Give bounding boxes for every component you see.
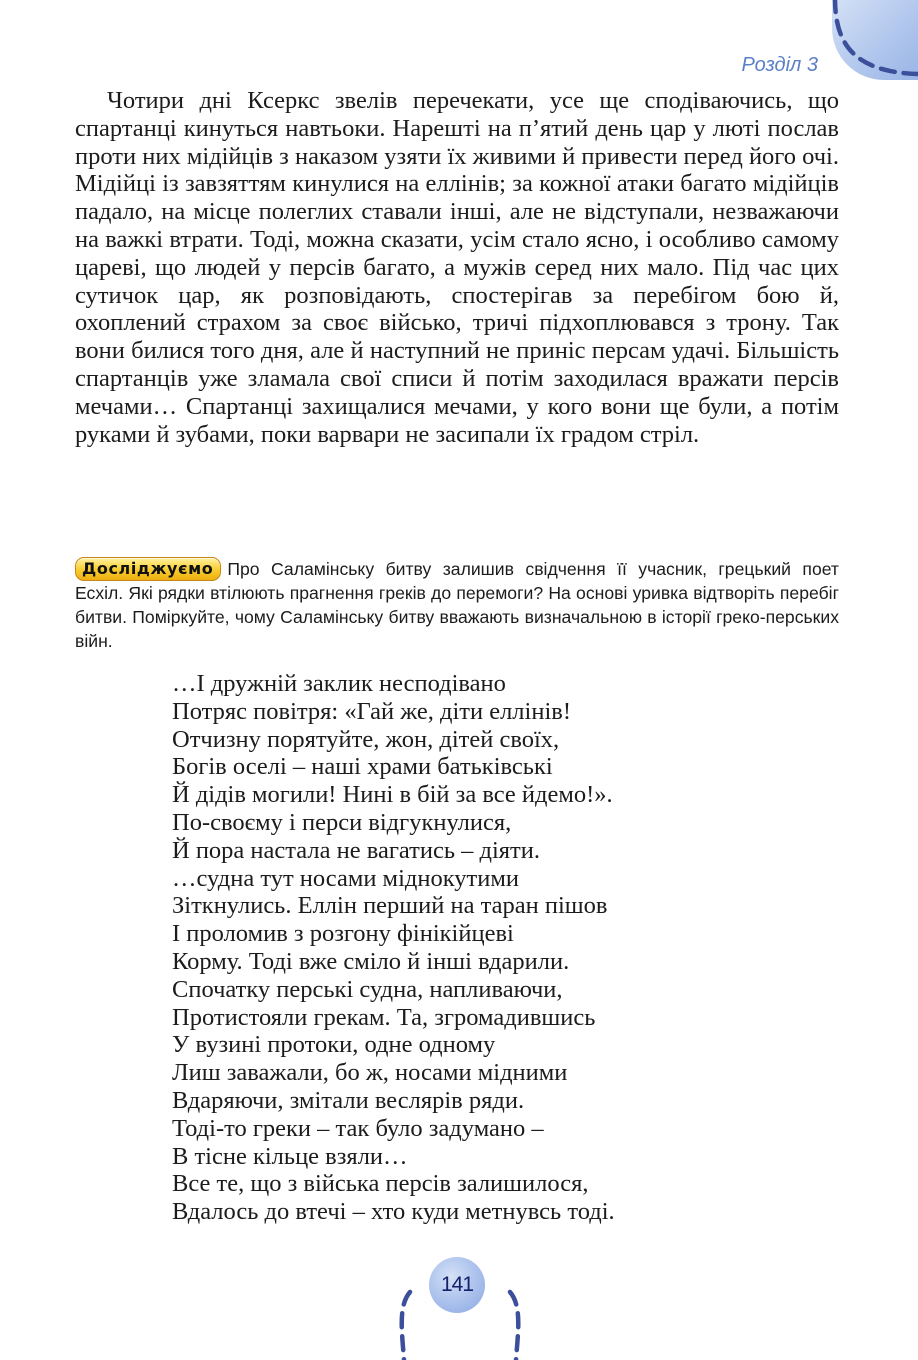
poem-line: Отчизну порятуйте, жон, дітей своїх, bbox=[172, 725, 560, 753]
poem-line: Богів оселі – наші храми батьківські bbox=[172, 753, 553, 781]
research-badge: Досліджуємо bbox=[75, 557, 221, 581]
poem-line: …судна тут носами міднокутими bbox=[172, 864, 519, 892]
poem-excerpt bbox=[172, 670, 852, 1226]
poem-line: Все те, що з війська персів залишилося, bbox=[172, 1170, 589, 1198]
poem-line: Спочатку перські судна, напливаючи, bbox=[172, 975, 563, 1003]
poem-line: Корму. Тоді вже сміло й інші вдарили. bbox=[172, 947, 570, 975]
poem-line: Вдаряючи, змітали веслярів ряди. bbox=[172, 1086, 525, 1114]
poem-line: Вдалось до втечі – хто куди метнувсь тоді. bbox=[172, 1198, 615, 1226]
poem-line: І проломив з розгону фінікійцеві bbox=[172, 920, 514, 948]
poem-line: Лиш заважали, бо ж, носами мідними bbox=[172, 1059, 568, 1087]
poem-line: По-своєму і перси відгукнулися, bbox=[172, 808, 512, 836]
section-label: Розділ 3 bbox=[741, 54, 818, 76]
research-task-text: Про Саламінську битву залишив свідчення її учасник, грецький поет Есхіл. Які рядки втілюють прагнення греків до перемоги? На основі уривка відтворіть перебіг битви. Поміркуйте, чому Саламінську битву вважають визначальною в історії греко-перських війн. bbox=[75, 559, 839, 651]
poem-line: Й дідів могили! Нині в бій за все йдемо!». bbox=[172, 781, 613, 809]
poem-line: Потряс повітря: «Гай же, діти еллінів! bbox=[172, 697, 571, 725]
poem-line: Тоді-то греки – так було задумано – bbox=[172, 1114, 544, 1142]
research-task bbox=[75, 557, 839, 653]
poem-line: В тісне кільце взяли… bbox=[172, 1142, 408, 1170]
main-paragraph: Чотири дні Ксеркс звелів перечекати, усе ще сподіваючись, що спартанці кинуться навтьоки. Нарешті на п’ятий день цар у люті послав проти них мідійців з наказом узяти їх живими й привести перед його очі. Мідійці із завзяттям кинулися на еллінів; за кожної атаки багато мідійців падало, на місце полеглих ставали інші, але не відступали, незважаючи на важкі втрати. Тоді, можна сказати, усім стало ясно, і особливо самому цареві, що людей у персів багато, а мужів серед них мало. Під час цих сутичок цар, як розповідають, спостерігав за перебігом бою й, охоплений страхом за своє військо, тричі підхоплювався з трону. Так вони билися того дня, але й наступний не приніс персам удачі. Більшість спартанців уже зламала свої списи й потім заходилася вражати персів мечами… Спартанці захищалися мечами, у кого вони ще були, а потім руками й зубами, поки варвари не засипали їх градом стріл. bbox=[75, 87, 839, 448]
poem-line: У вузині протоки, одне одному bbox=[172, 1031, 496, 1059]
poem-line: Й пора настала не вагатись – діяти. bbox=[172, 836, 540, 864]
poem-line: Протистояли грекам. Та, згромадившись bbox=[172, 1003, 596, 1031]
page-number: 141 bbox=[429, 1257, 485, 1313]
poem-line: Зіткнулись. Еллін перший на таран пішов bbox=[172, 892, 608, 920]
poem-line: …І дружній заклик несподівано bbox=[172, 670, 506, 697]
